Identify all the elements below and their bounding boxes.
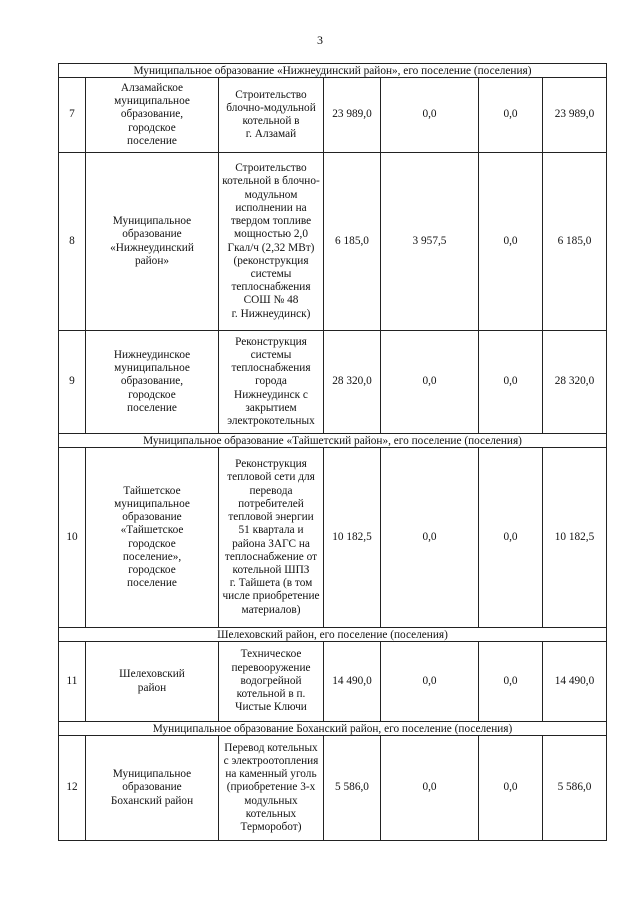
event-cell: Техническое перевооружение водогрейной котельной в п. Чистые Ключи <box>219 642 324 722</box>
recipient-cell: Муниципальное образование «Нижнеудинский район» <box>86 153 219 331</box>
value-cell: 0,0 <box>381 331 479 434</box>
table-row <box>59 448 607 628</box>
total-cell: 23 989,0 <box>324 78 381 153</box>
row-number: 8 <box>59 153 86 331</box>
row-number: 7 <box>59 78 86 153</box>
value-cell: 3 957,5 <box>381 153 479 331</box>
table-row <box>59 153 607 331</box>
event-cell: Перевод котельных с электроотопления на каменный уголь (приобретение 3-х модульных котельных Терморобот) <box>219 736 324 841</box>
total-cell: 5 586,0 <box>324 736 381 841</box>
total-cell: 28 320,0 <box>324 331 381 434</box>
section-header-row <box>59 434 607 448</box>
row-number: 12 <box>59 736 86 841</box>
value-cell: 0,0 <box>381 78 479 153</box>
recipient-cell: Шелеховский район <box>86 642 219 722</box>
section-title: Муниципальное образование Боханский район, его поселение (поселения) <box>59 722 607 736</box>
recipient-cell: Тайшетское муниципальное образование «Тайшетское городское поселение», городское поселение <box>86 448 219 628</box>
value-cell: 10 182,5 <box>543 448 607 628</box>
subsidy-table <box>58 63 607 841</box>
table-row <box>59 331 607 434</box>
total-cell: 14 490,0 <box>324 642 381 722</box>
recipient-cell: Нижнеудинское муниципальное образование, городское поселение <box>86 331 219 434</box>
section-title: Муниципальное образование «Нижнеудинский район», его поселение (поселения) <box>59 64 607 78</box>
section-header-row <box>59 722 607 736</box>
event-cell: Реконструкция тепловой сети для перевода потребителей тепловой энергии 51 квартала и района ЗАГС на теплоснабжение от котельной ШПЗ г. Тайшета (в том числе приобретение материалов) <box>219 448 324 628</box>
section-title: Шелеховский район, его поселение (поселения) <box>59 628 607 642</box>
row-number: 9 <box>59 331 86 434</box>
event-cell: Реконструкция системы теплоснабжения города Нижнеудинск с закрытием электрокотельных <box>219 331 324 434</box>
page-number: 3 <box>317 33 323 47</box>
value-cell: 23 989,0 <box>543 78 607 153</box>
row-number: 10 <box>59 448 86 628</box>
event-cell: Строительство котельной в блочно- модульном исполнении на твердом топливе мощностью 2,0 Гкал/ч (2,32 МВт) (реконструкция системы теплоснабжения СОШ № 48 г. Нижнеудинск) <box>219 153 324 331</box>
event-cell: Строительство блочно-модульной котельной в г. Алзамай <box>219 78 324 153</box>
value-cell: 5 586,0 <box>543 736 607 841</box>
section-title: Муниципальное образование «Тайшетский район», его поселение (поселения) <box>59 434 607 448</box>
value-cell: 0,0 <box>479 153 543 331</box>
value-cell: 0,0 <box>381 736 479 841</box>
value-cell: 0,0 <box>381 448 479 628</box>
table-row <box>59 736 607 841</box>
row-number: 11 <box>59 642 86 722</box>
recipient-cell: Алзамайское муниципальное образование, городское поселение <box>86 78 219 153</box>
section-header-row <box>59 64 607 78</box>
value-cell: 0,0 <box>479 736 543 841</box>
value-cell: 28 320,0 <box>543 331 607 434</box>
value-cell: 0,0 <box>381 642 479 722</box>
section-header-row <box>59 628 607 642</box>
value-cell: 0,0 <box>479 448 543 628</box>
value-cell: 0,0 <box>479 78 543 153</box>
table-row <box>59 642 607 722</box>
recipient-cell: Муниципальное образование Боханский район <box>86 736 219 841</box>
value-cell: 0,0 <box>479 642 543 722</box>
total-cell: 10 182,5 <box>324 448 381 628</box>
value-cell: 6 185,0 <box>543 153 607 331</box>
value-cell: 0,0 <box>479 331 543 434</box>
total-cell: 6 185,0 <box>324 153 381 331</box>
table-row <box>59 78 607 153</box>
value-cell: 14 490,0 <box>543 642 607 722</box>
